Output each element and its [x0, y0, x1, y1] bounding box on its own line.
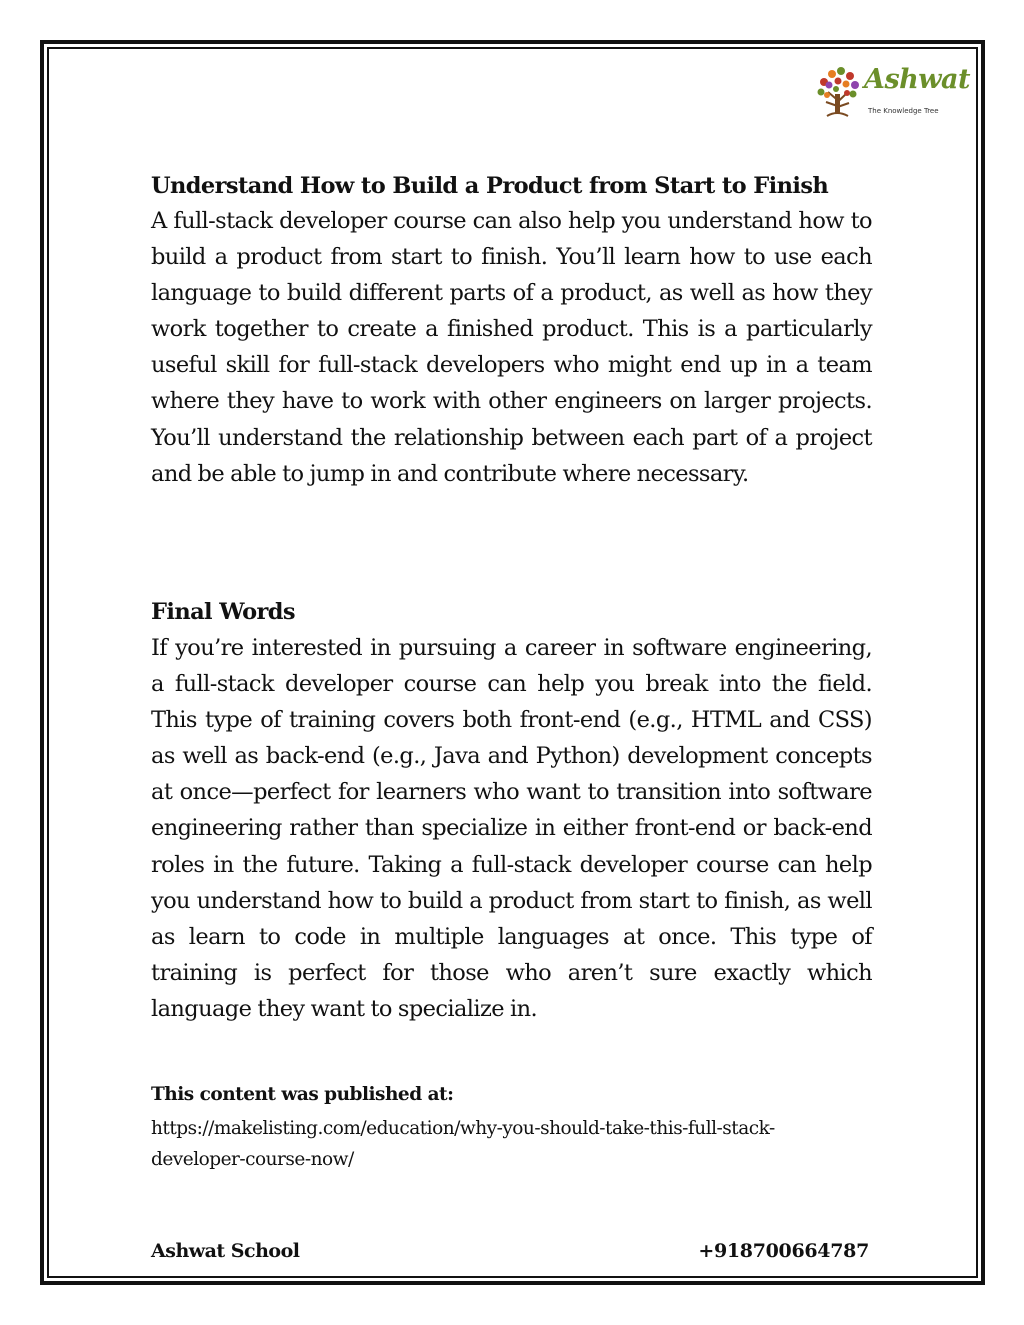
published-at-label: This content was published at:	[151, 1084, 454, 1105]
source-url-link[interactable]: https://makelisting.com/education/why-you-should-take-this-full-stack-developer-course-now/	[151, 1118, 775, 1170]
logo-wordmark: Ashwat	[864, 64, 970, 95]
logo-tagline: The Knowledge Tree	[868, 107, 939, 115]
section-heading: Understand How to Build a Product from Start to Finish	[151, 173, 829, 199]
ashwat-logo	[812, 62, 970, 120]
tree-logo-icon	[812, 62, 864, 120]
footer-phone-number: +918700664787	[698, 1240, 869, 1262]
footer-school-name: Ashwat School	[151, 1240, 300, 1262]
section-paragraph: If you’re interested in pursuing a career in software engineering, a full-stack developer course can help you break into the field. This type of training covers both front-end (e.g., HTML and CSS) as well as back-end (e.g., Java and Python) development concepts at once—perfect for learners who want to transition into software engineering rather than specialize in either front-end or back-end roles in the future. Taking a full-stack developer course can help you understand how to build a product from start to finish, as well as learn to code in multiple languages at once. This type of training is perfect for those who aren’t sure exactly which language they want to specialize in.	[151, 635, 872, 1022]
section-heading: Final Words	[151, 599, 295, 625]
section-paragraph: A full-stack developer course can also help you understand how to build a product from start to finish. You’ll learn how to use each language to build different parts of a product, as well as how they work together to create a finished product. This is a particularly useful skill for full-stack developers who might end up in a team where they have to work with other engineers on larger projects. You’ll understand the relationship between each part of a project and be able to jump in and contribute where necessary.	[151, 208, 872, 487]
